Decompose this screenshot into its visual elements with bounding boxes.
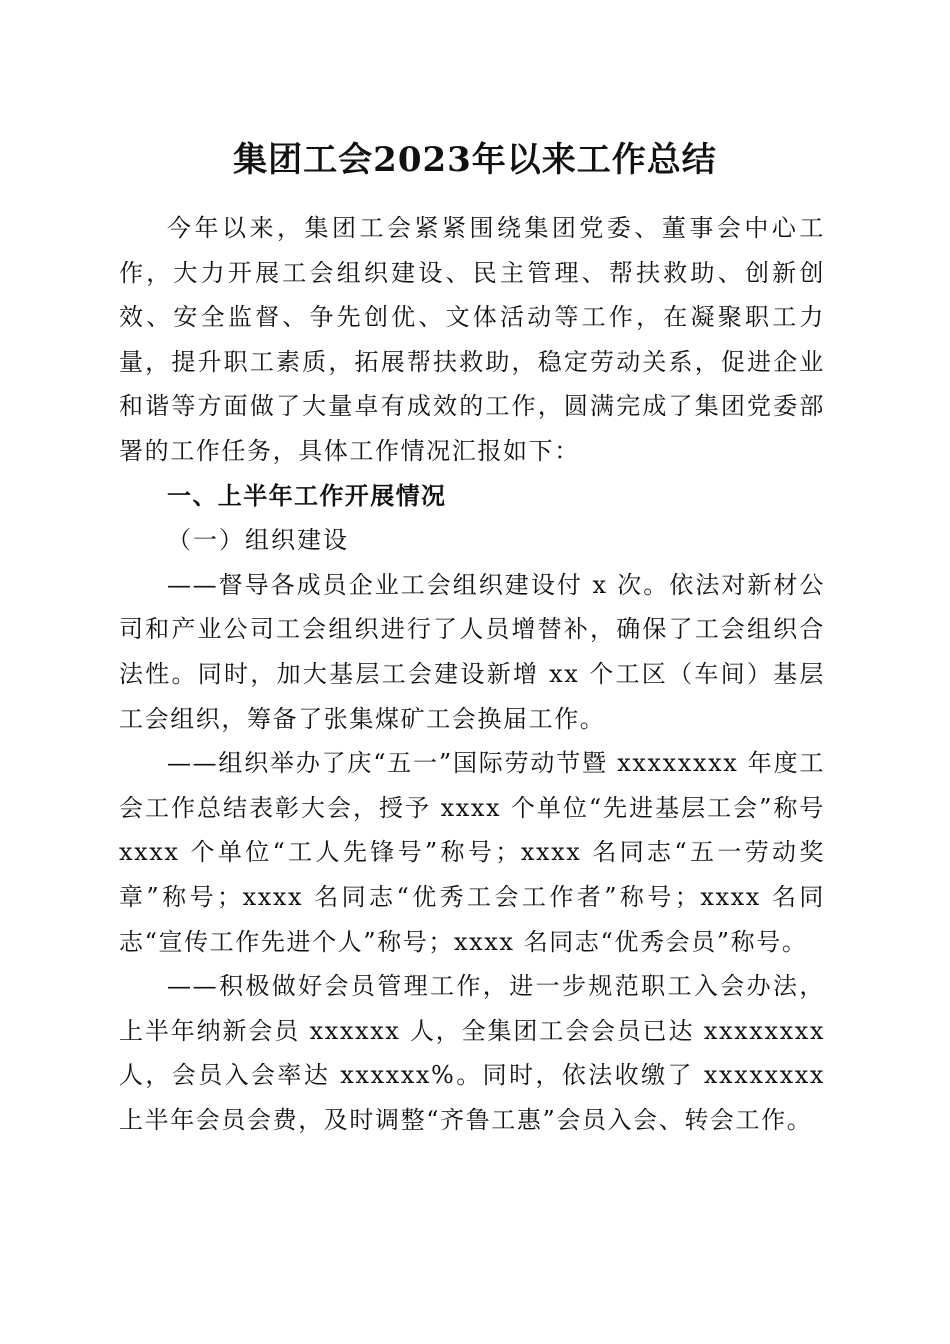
body-paragraph-awards: ——组织举办了庆“五一”国际劳动节暨 xxxxxxxx 年度工会工作总结表彰大会，授予 xxxx 个单位“先进基层工会”称号 xxxx 个单位“工人先锋号”称号；xxxx 名同志“五一劳动奖章”称号；xxxx 名同志“优秀工会工作者”称号；xxxx 名同志“宣传工作先进个人”称号；xxxx 名同志“优秀会员”称号。 xyxy=(119,749,825,956)
document-body xyxy=(119,206,825,1142)
subsection-heading: （一）组织建设 xyxy=(167,526,349,555)
body-paragraph-organization: ——督导各成员企业工会组织建设付 x 次。依法对新材公司和产业公司工会组织进行了人员增替补，确保了工会组织合法性。同时，加大基层工会建设新增 xx 个工区（车间）基层工会组织，筹备了张集煤矿工会换届工作。 xyxy=(119,570,825,733)
intro-paragraph: 今年以来，集团工会紧紧围绕集团党委、董事会中心工作，大力开展工会组织建设、民主管理、帮扶救助、创新创效、安全监督、争先创优、文体活动等工作，在凝聚职工力量，提升职工素质，拓展帮扶救助，稳定劳动关系，促进企业和谐等方面做了大量卓有成效的工作，圆满完成了集团党委部署的工作任务，具体工作情况汇报如下： xyxy=(119,214,825,465)
section-heading: 一、上半年工作开展情况 xyxy=(167,481,447,510)
body-paragraph-membership: ——积极做好会员管理工作，进一步规范职工入会办法，上半年纳新会员 xxxxxx 人，全集团工会会员已达 xxxxxxxx 人，会员入会率达 xxxxxx%。同时，依法收缴了 xxxxxxxx 上半年会员会费，及时调整“齐鲁工惠”会员入会、转会工作。 xyxy=(119,972,825,1134)
document-title: 集团工会2023年以来工作总结 xyxy=(233,140,717,180)
